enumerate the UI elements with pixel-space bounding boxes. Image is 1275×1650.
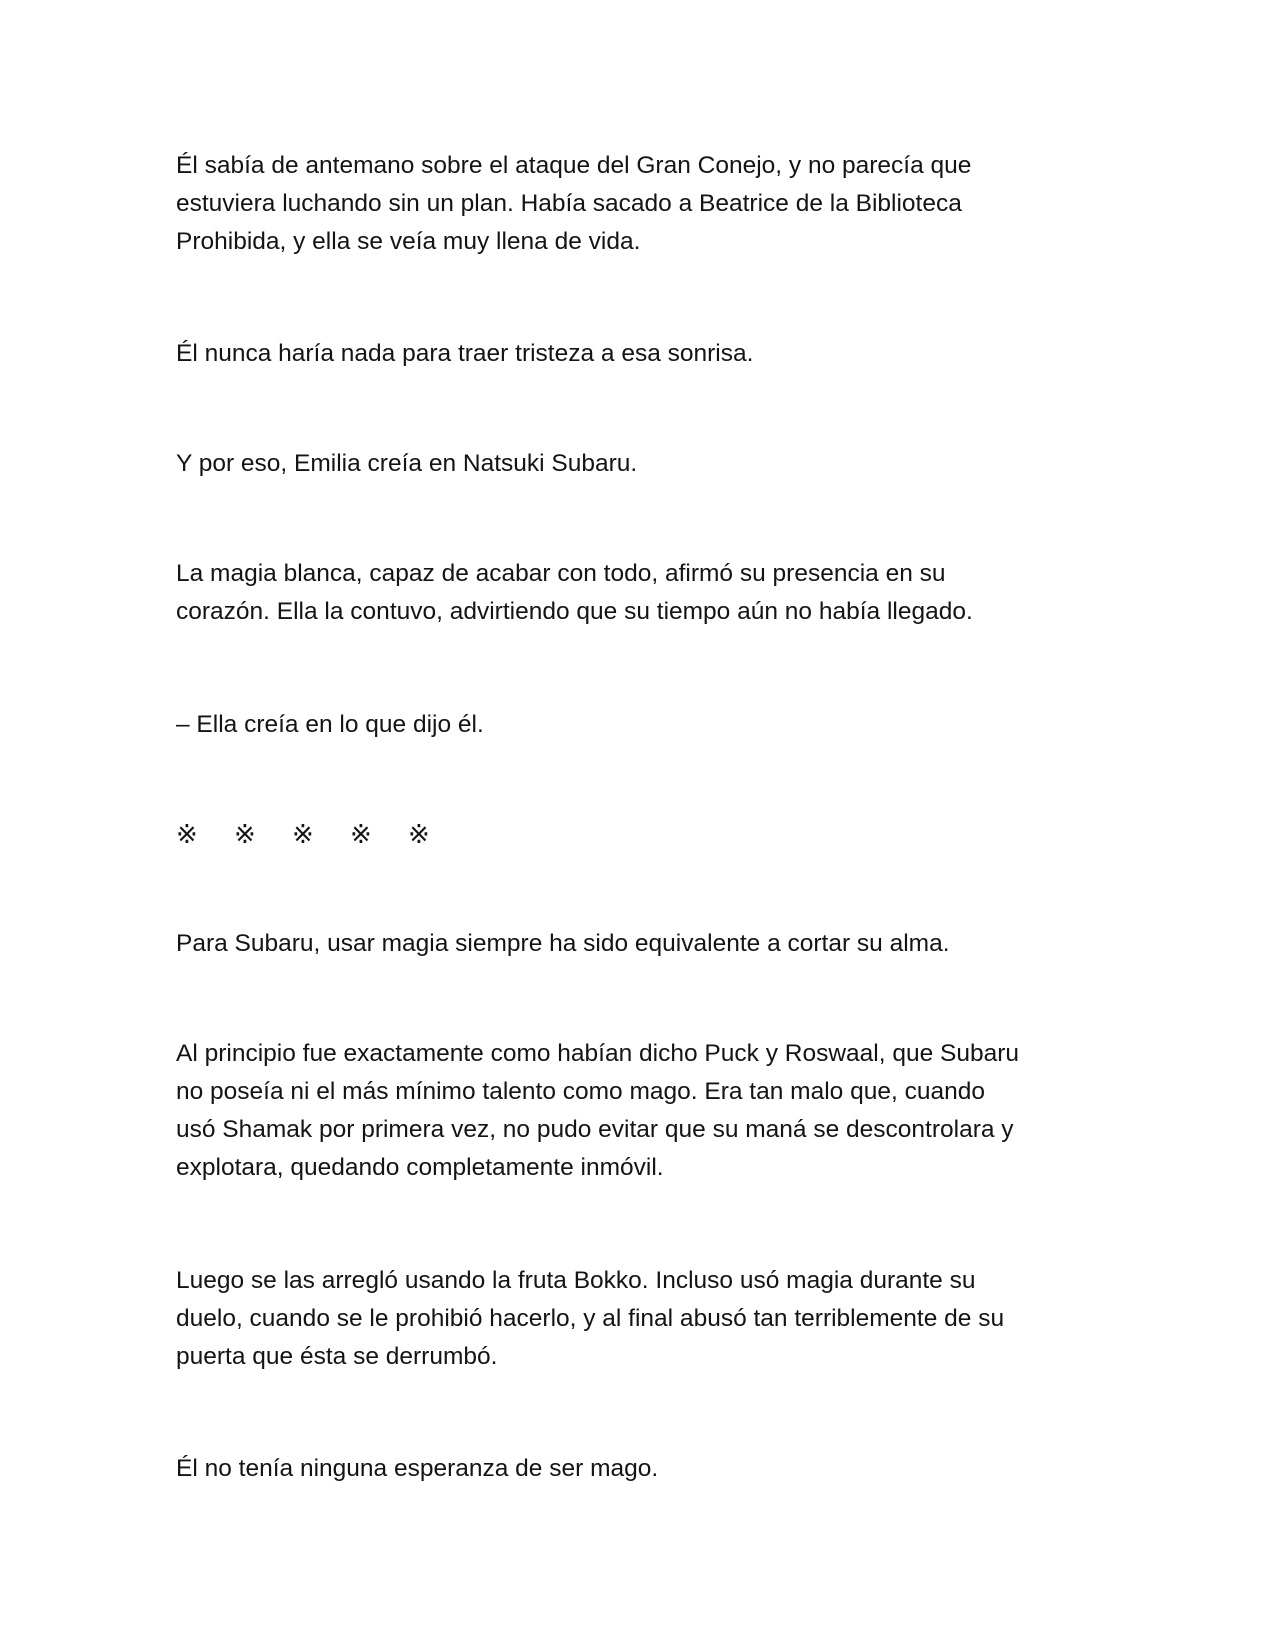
paragraph-3 xyxy=(176,445,1096,483)
paragraph-4 xyxy=(176,555,1096,631)
separator-mark: ※ xyxy=(350,820,372,850)
paragraph-line: Al principio fue exactamente como habían dicho Puck y Roswaal, que Subaru xyxy=(176,1040,1020,1067)
paragraph-line: estuviera luchando sin un plan. Había sacado a Beatrice de la Biblioteca xyxy=(176,190,962,217)
paragraph-1 xyxy=(176,147,1096,261)
paragraph-line: Y por eso, Emilia creía en Natsuki Subaru. xyxy=(176,450,638,477)
scene-separator xyxy=(176,816,466,854)
separator-mark: ※ xyxy=(234,820,256,850)
paragraph-line: duelo, cuando se le prohibió hacerlo, y al final abusó tan terriblemente de su xyxy=(176,1305,1005,1332)
paragraph-line: explotara, quedando completamente inmóvil. xyxy=(176,1154,664,1181)
separator-mark: ※ xyxy=(408,820,430,850)
paragraph-line: no poseía ni el más mínimo talento como mago. Era tan malo que, cuando xyxy=(176,1078,985,1105)
paragraph-6 xyxy=(176,925,1096,963)
paragraph-7 xyxy=(176,1035,1096,1187)
paragraph-9 xyxy=(176,1450,1096,1488)
paragraph-line: Él nunca haría nada para traer tristeza a esa sonrisa. xyxy=(176,340,754,367)
paragraph-line: Prohibida, y ella se veía muy llena de vida. xyxy=(176,228,641,255)
paragraph-line: usó Shamak por primera vez, no pudo evitar que su maná se descontrolara y xyxy=(176,1116,1014,1143)
paragraph-2 xyxy=(176,335,1096,373)
paragraph-5 xyxy=(176,706,1096,744)
paragraph-line: Él sabía de antemano sobre el ataque del Gran Conejo, y no parecía que xyxy=(176,152,972,179)
paragraph-8 xyxy=(176,1262,1096,1376)
separator-mark: ※ xyxy=(176,820,198,850)
paragraph-line: Para Subaru, usar magia siempre ha sido equivalente a cortar su alma. xyxy=(176,930,950,957)
paragraph-line: Luego se las arregló usando la fruta Bokko. Incluso usó magia durante su xyxy=(176,1267,976,1294)
separator-mark: ※ xyxy=(292,820,314,850)
paragraph-line: Él no tenía ninguna esperanza de ser mago. xyxy=(176,1455,659,1482)
paragraph-line: puerta que ésta se derrumbó. xyxy=(176,1343,498,1370)
paragraph-line: – Ella creía en lo que dijo él. xyxy=(176,711,484,738)
paragraph-line: La magia blanca, capaz de acabar con todo, afirmó su presencia en su xyxy=(176,560,946,587)
paragraph-line: corazón. Ella la contuvo, advirtiendo que su tiempo aún no había llegado. xyxy=(176,598,973,625)
